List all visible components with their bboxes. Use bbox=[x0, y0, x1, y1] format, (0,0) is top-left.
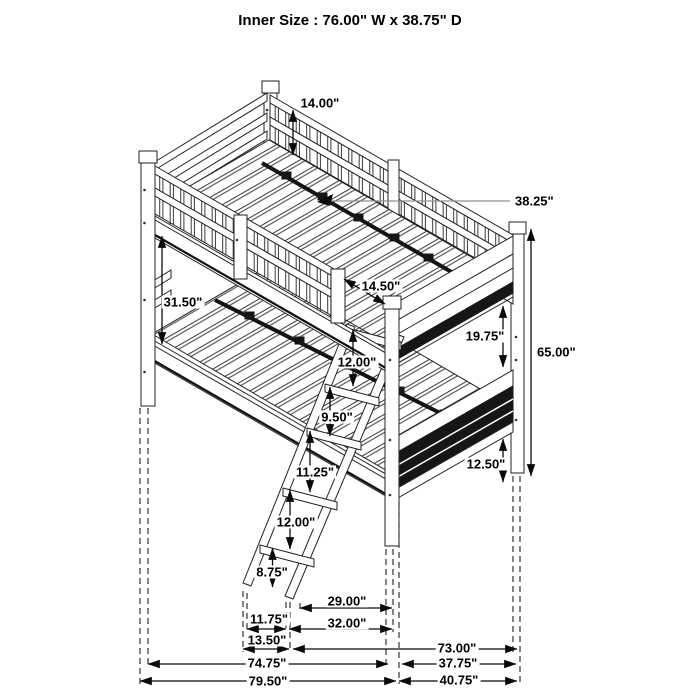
dim-label-overall-length: 79.50" bbox=[248, 673, 288, 689]
dim-label-ladder-step-2: 9.50" bbox=[321, 409, 353, 425]
dim-label-bunk-clearance-left: 31.50" bbox=[163, 294, 203, 310]
dim-label-overall-length-mid: 74.75" bbox=[247, 655, 287, 671]
front-left-post bbox=[139, 151, 157, 406]
dim-label-lower-bed-height: 12.50" bbox=[466, 456, 506, 472]
dim-label-ladder-step-4: 12.00" bbox=[276, 514, 316, 530]
dim-label-ladder-opening-width: 14.50" bbox=[361, 278, 401, 294]
dim-label-ladder-step-3: 11.25" bbox=[296, 464, 334, 480]
inner-size-title: Inner Size : 76.00" W x 38.75" D bbox=[238, 12, 462, 29]
dim-label-frame-depth-inner: 37.75" bbox=[438, 655, 478, 671]
dim-label-guardrail-height: 14.00" bbox=[300, 95, 340, 111]
dim-label-ladder-foot-span: 32.00" bbox=[327, 615, 367, 631]
dim-label-overall-height: 65.00" bbox=[537, 344, 576, 360]
dim-label-frame-length-inner: 73.00" bbox=[437, 640, 477, 656]
dim-label-overall-depth: 40.75" bbox=[439, 672, 479, 688]
dim-label-ladder-outer-width: 13.50" bbox=[247, 632, 287, 648]
dim-label-ladder-inner-width: 11.75" bbox=[250, 611, 288, 627]
dim-label-ladder-foot-to-post: 29.00" bbox=[327, 593, 367, 609]
dim-label-slat-bar-depth: 38.25" bbox=[515, 193, 554, 209]
front-right-post bbox=[383, 296, 401, 546]
dim-label-ladder-step-1: 12.00" bbox=[337, 354, 377, 370]
dim-label-ladder-step-5: 8.75" bbox=[256, 564, 288, 580]
dim-label-bunk-clearance-right: 19.75" bbox=[465, 328, 505, 344]
